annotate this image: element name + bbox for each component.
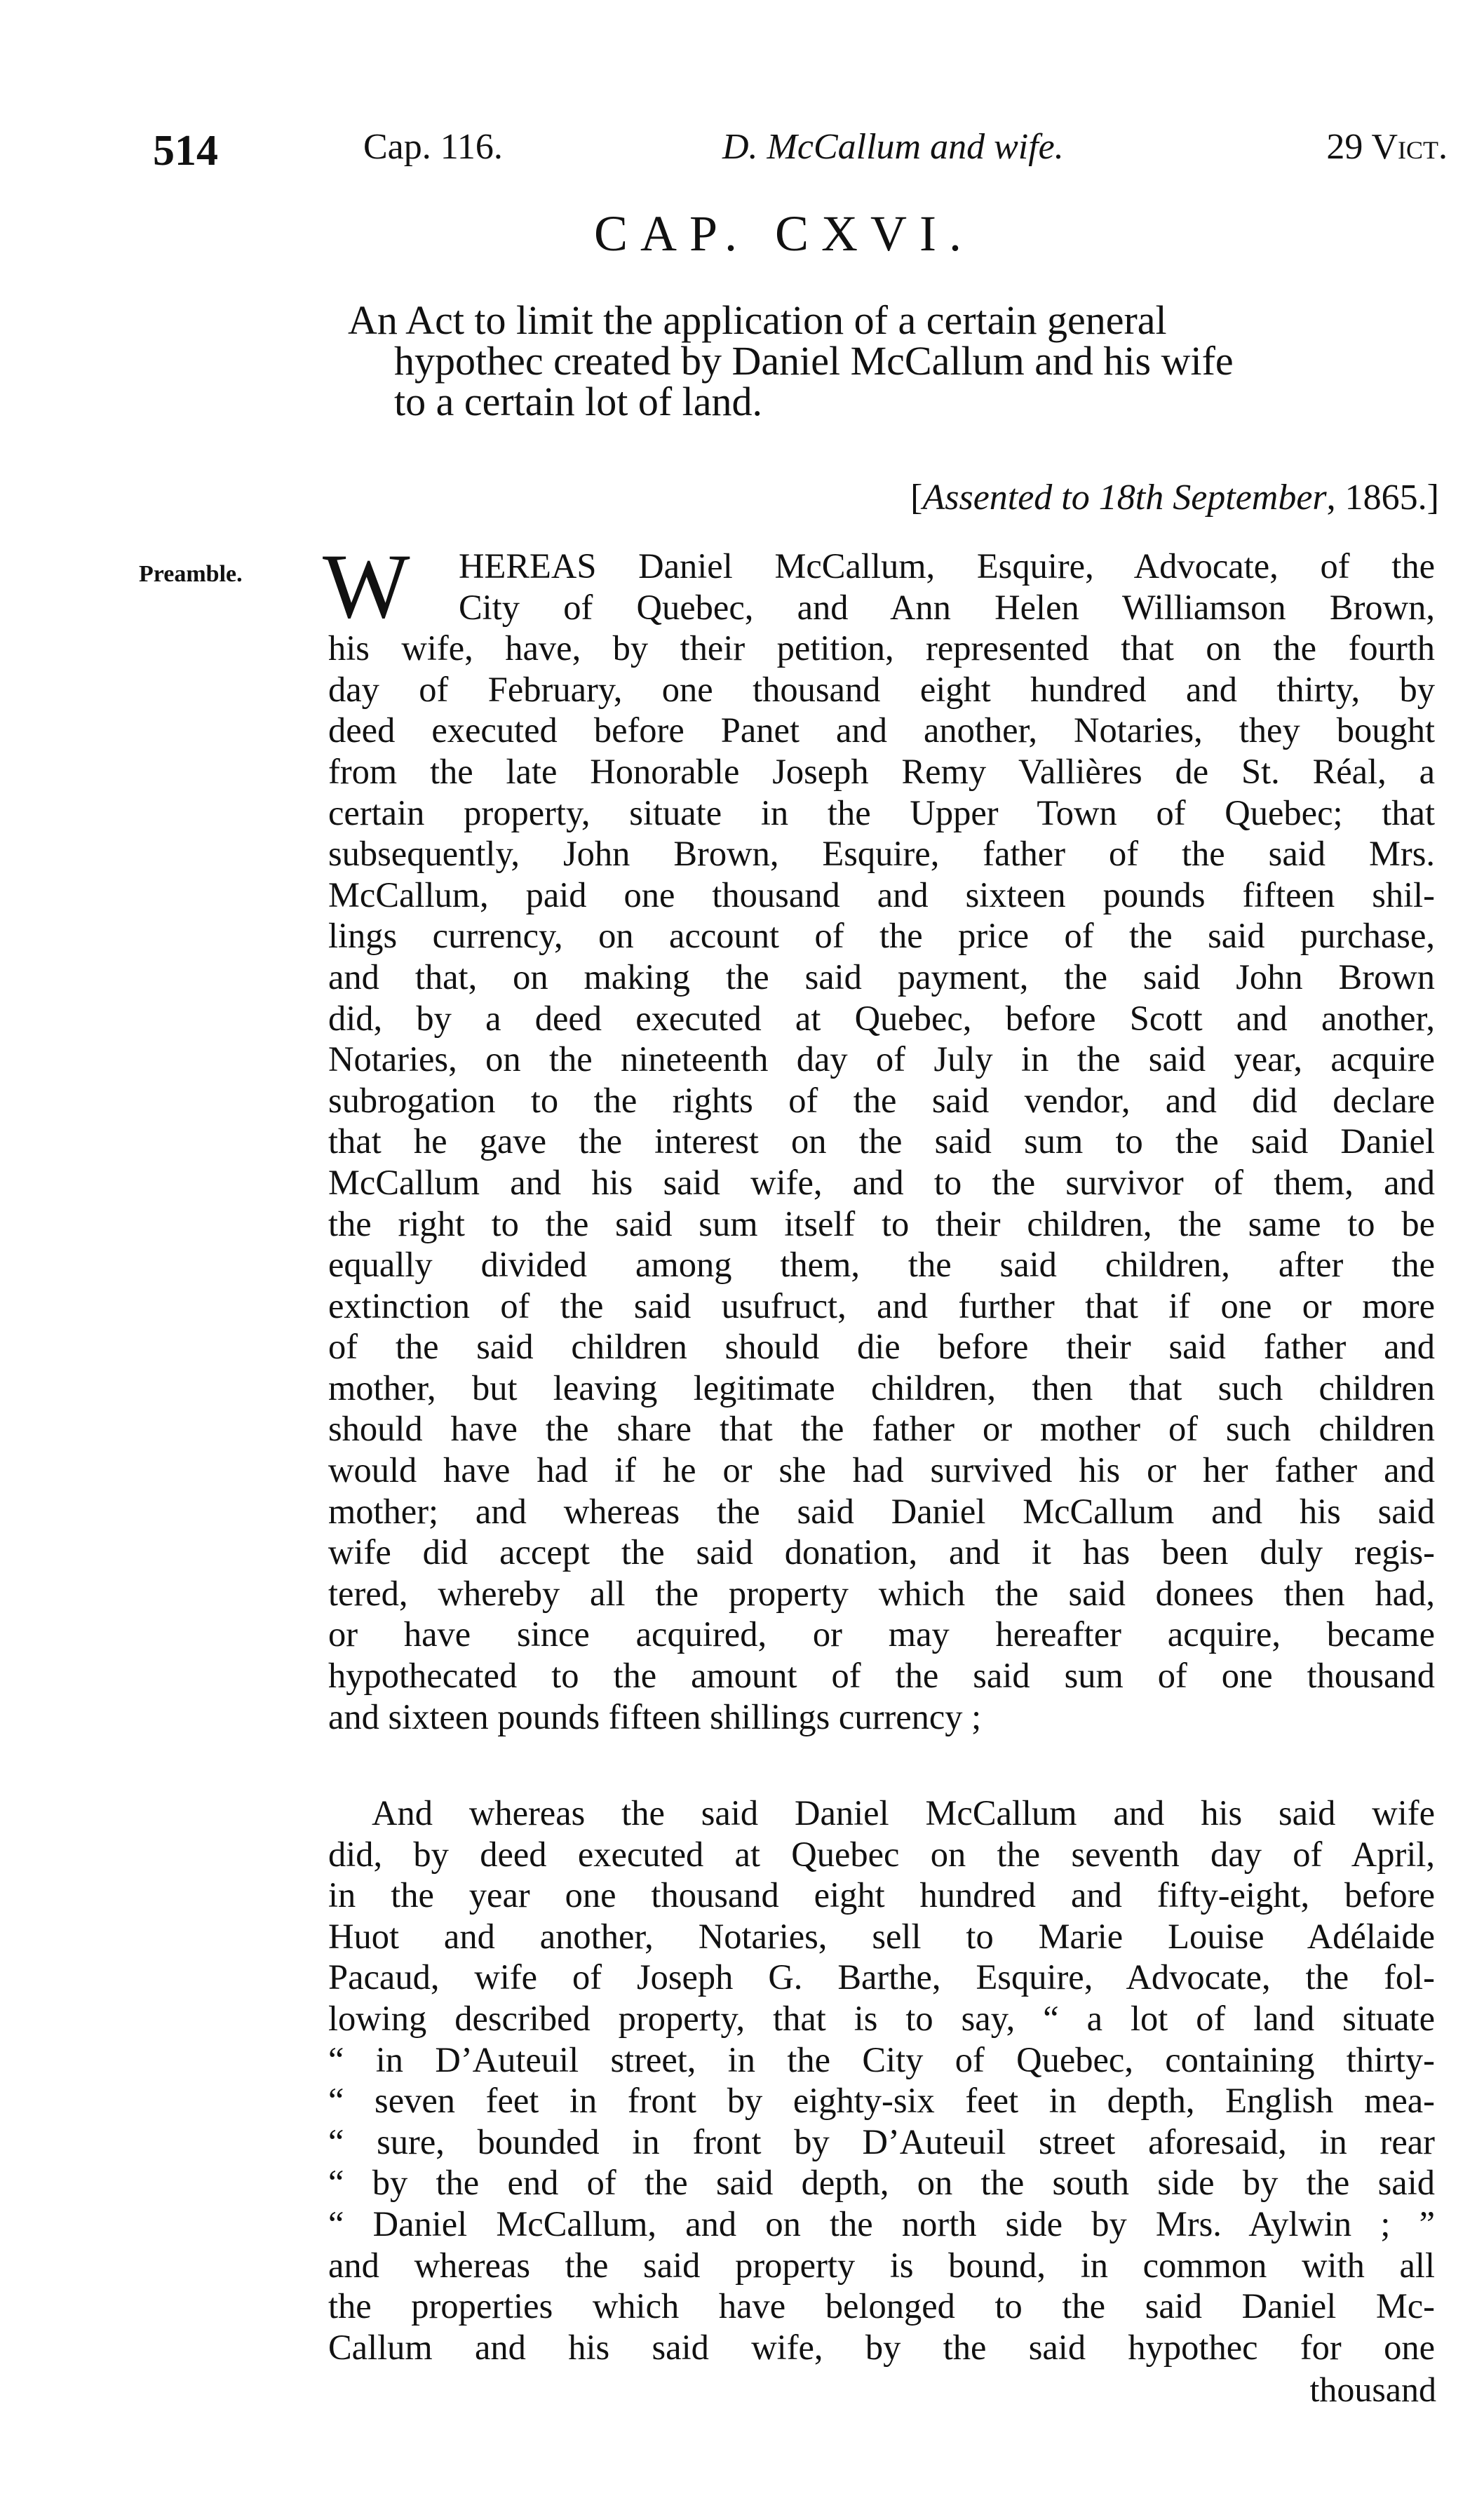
text-line: from the late Honorable Joseph Remy Vallières de St. Réal, a	[328, 751, 1435, 791]
text-line: mother, but leaving legitimate children, then that such children	[328, 1368, 1435, 1408]
assent-open-bracket: [	[910, 478, 923, 518]
text-line: hypothecated to the amount of the said sum of one thousand	[328, 1656, 1435, 1696]
text-line: in the year one thousand eight hundred and fifty-eight, before	[328, 1875, 1435, 1915]
text-line: subrogation to the rights of the said vendor, and did declare	[328, 1080, 1435, 1120]
text-line: of the said children should die before their said father and	[328, 1327, 1435, 1367]
chapter-reference: Cap. 116.	[363, 127, 503, 167]
text-line: did, by a deed executed at Quebec, before Scott and another,	[328, 998, 1435, 1038]
text-line: Huot and another, Notaries, sell to Marie Louise Adélaide	[328, 1916, 1435, 1956]
assent-date	[910, 477, 1439, 518]
running-header	[153, 126, 1448, 182]
text-line: “ seven feet in front by eighty-six feet in depth, English mea-	[328, 2081, 1435, 2121]
text-line: day of February, one thousand eight hundred and thirty, by	[328, 669, 1435, 709]
preamble-paragraph	[328, 546, 1435, 1737]
act-title-line: hypothec created by Daniel McCallum and his wife	[394, 338, 1234, 384]
act-title-line: to a certain lot of land.	[394, 379, 763, 424]
text-line: Notaries, on the nineteenth day of July in the said year, acquire	[328, 1039, 1435, 1079]
text-line: deed executed before Panet and another, Notaries, they bought	[328, 710, 1435, 750]
text-line: certain property, situate in the Upper Town of Quebec; that	[328, 792, 1435, 832]
text-line: HEREAS Daniel McCallum, Esquire, Advocate, of the	[459, 546, 1435, 586]
text-line: “ Daniel McCallum, and on the north side by Mrs. Aylwin ; ”	[328, 2204, 1435, 2244]
text-line: and that, on making the said payment, the said John Brown	[328, 957, 1435, 997]
second-paragraph	[328, 1793, 1435, 2368]
text-line: his wife, have, by their petition, represented that on the fourth	[328, 628, 1435, 668]
text-line: “ sure, bounded in front by D’Auteuil street aforesaid, in rear	[328, 2121, 1435, 2161]
text-line: the right to the said sum itself to their children, the same to be	[328, 1203, 1435, 1243]
text-line: and sixteen pounds fifteen shillings currency ;	[328, 1696, 982, 1736]
act-title	[348, 297, 1449, 424]
text-line: Callum and his said wife, by the said hypothec for one	[328, 2327, 1435, 2367]
text-line: McCallum and his said wife, and to the survivor of them, and	[328, 1162, 1435, 1202]
text-line: “ in D’Auteuil street, in the City of Quebec, containing thirty-	[328, 2039, 1435, 2079]
text-line: extinction of the said usufruct, and further that if one or more	[328, 1286, 1435, 1325]
text-line: lowing described property, that is to say, “ a lot of land situate	[328, 1998, 1435, 2038]
text-line: the properties which have belonged to the said Daniel Mc-	[328, 2286, 1435, 2326]
regnal-year: 29 Vict.	[1326, 127, 1448, 167]
text-line: mother; and whereas the said Daniel McCallum and his said	[328, 1491, 1435, 1531]
text-line: did, by deed executed at Quebec on the seventh day of April,	[328, 1834, 1435, 1874]
short-title: D. McCallum and wife.	[722, 127, 1064, 167]
text-line: wife did accept the said donation, and it has been duly regis-	[328, 1532, 1435, 1572]
text-line: that he gave the interest on the said sum to the said Daniel	[328, 1121, 1435, 1161]
text-line: City of Quebec, and Ann Helen Williamson Brown,	[459, 587, 1435, 627]
text-line: equally divided among them, the said children, after the	[328, 1245, 1435, 1285]
page-number: 514	[153, 127, 218, 175]
text-line: lings currency, on account of the price of the said purchase,	[328, 916, 1435, 956]
drop-cap: W	[323, 534, 410, 637]
text-line: McCallum, paid one thousand and sixteen pounds fifteen shil-	[328, 875, 1435, 915]
text-line: subsequently, John Brown, Esquire, father of the said Mrs.	[328, 834, 1435, 874]
text-line: would have had if he or she had survived his or her father and	[328, 1450, 1435, 1490]
chapter-heading: CAP. CXVI.	[593, 205, 975, 262]
text-line: tered, whereby all the property which the said donees then had,	[328, 1573, 1435, 1613]
catchword: thousand	[1309, 2370, 1436, 2409]
text-line: Pacaud, wife of Joseph G. Barthe, Esquire, Advocate, the fol-	[328, 1957, 1435, 1997]
text-line: should have the share that the father or mother of such children	[328, 1409, 1435, 1449]
text-line: And whereas the said Daniel McCallum and his said wife	[372, 1793, 1435, 1833]
margin-note-preamble: Preamble.	[139, 561, 243, 587]
assent-year: , 1865.]	[1326, 478, 1439, 518]
act-title-line: An Act to limit the application of a certain general	[348, 297, 1167, 343]
text-line: and whereas the said property is bound, in common with all	[328, 2245, 1435, 2285]
text-line: or have since acquired, or may hereafter acquire, became	[328, 1614, 1435, 1654]
text-line: “ by the end of the said depth, on the south side by the said	[328, 2163, 1435, 2203]
assent-italic: Assented to 18th September	[922, 478, 1327, 518]
